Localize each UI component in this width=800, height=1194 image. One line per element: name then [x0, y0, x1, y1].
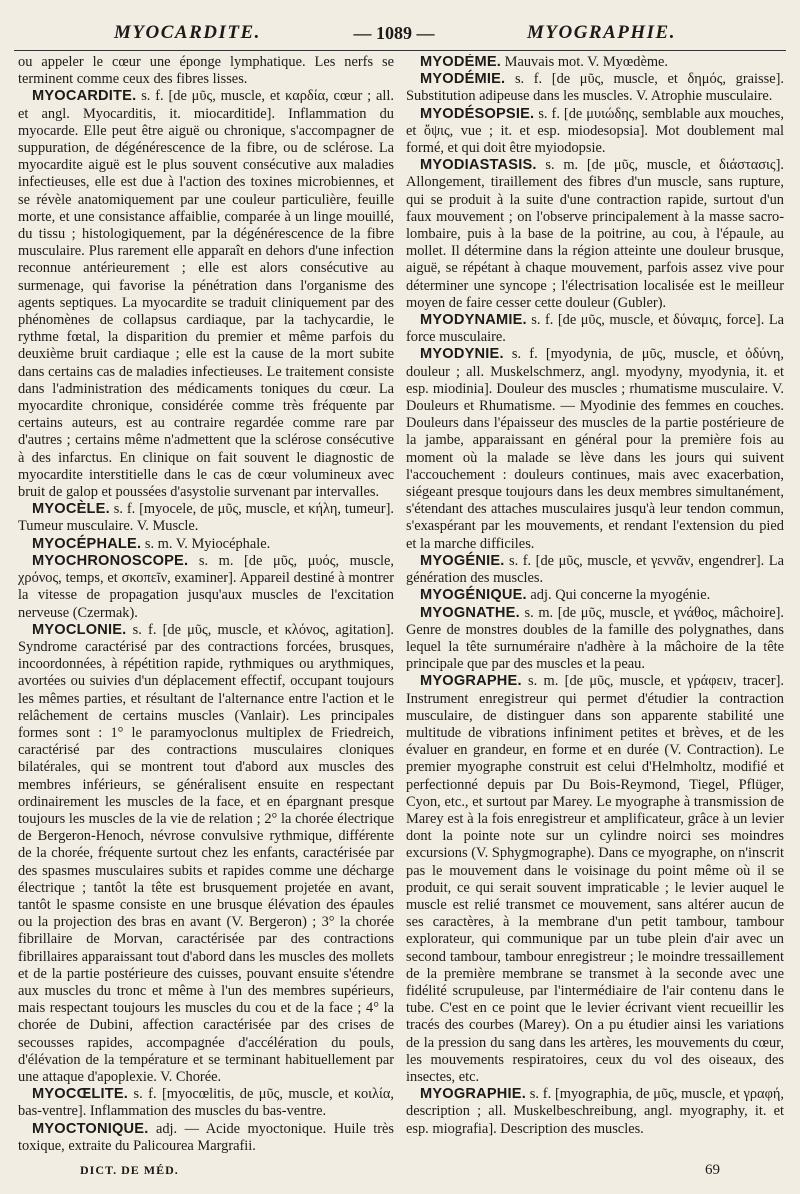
entry-definition: Mauvais mot. V. Myœdème.: [504, 54, 669, 70]
entry-definition: s. f. [de μῦς, muscle, et κλόνος, agitation]. Syndrome caractérisé par des contractions forcées, brusques, incoordonnées, à répétition rapide, rythmiques ou arythmiques, avortées ou suivies d'un déplacement effectif, occupant toujours les mêmes parties, et résultant de l'alternance entre l'action et le relâchement de certains muscles (Vanlair). Les principales formes sont : 1° le paramyoclonus multiplex de Friedreich, caractérisé par des contractions musculaires cloniques bilatérales, qui se montrent tout d'abord aux muscles des membres inférieurs, se généralisent ensuite en respectant ordinairement les muscles de la face, et en épargnant presque toujours les muscles de la vie de relation ; 2° la chorée électrique de Bergeron-Henoch, névrose convulsive rythmique, différente de la chorée, fréquente surtout chez les enfants, caractérisée par des spasmes musculaires subits et rapides comme une décharge électrique ; tantôt la tête est brusquement projetée en avant, tantôt le spasme consiste en une brusque élévation des épaules ou la projection des bras en avant (V. Bergeron) ; 3° la chorée fibrillaire de Morvan, caractérisée par des contractions fibrillaires apparaissant tout d'abord dans les muscles des mollets et de la partie postérieure des cuisses, pouvant ensuite s'étendre aux muscles du tronc et même à l'un des membres supérieurs, mais respectant toujours les muscles du cou et de la face ; 4° la chorée de Dubini, affection caractérisée par des crises de secousses rapides, accompagnée d'accélération du pouls, d'élévation de la température et se terminant habituellement par une attaque d'apoplexie. V. Chorée.: [18, 621, 394, 1085]
entry-headword: MYOGNATHE.: [420, 604, 520, 621]
dictionary-entry: [18, 54, 394, 88]
entry-definition: s. f. [de μῦς, muscle, et δύναμις, force]. La force musculaire.: [406, 312, 784, 346]
entry-headword: MYOGÉNIQUE.: [420, 587, 527, 604]
dictionary-entry: [406, 346, 784, 552]
dictionary-entry: [18, 1086, 394, 1120]
dictionary-entry: [406, 54, 784, 71]
entry-definition: s. f. [myocœlitis, de μῦς, muscle, et κοιλία, bas-ventre]. Inflammation des muscles du bas-ventre.: [18, 1086, 394, 1120]
entry-headword: MYOCHRONOSCOPE.: [32, 552, 189, 569]
entry-definition: adj. — Acide myoctonique. Huile très toxique, extraite du Palicourea Margrafii.: [18, 1120, 394, 1154]
entry-definition: s. f. [de μῦς, muscle, et γεννᾶν, engendrer]. La génération des muscles.: [406, 552, 784, 587]
dictionary-entry: [18, 553, 394, 622]
header-right-word: MYOGRAPHIE.: [526, 22, 676, 43]
entry-headword: MYOGRAPHIE.: [420, 1086, 526, 1103]
entry-definition: s. f. [myographia, de μῦς, muscle, et γραφή, description ; all. Muskelbeschreibung, angl. myography, it. et esp. miografia]. Description des muscles.: [406, 1086, 784, 1137]
entry-definition: s. f. [myodynia, de μῦς, muscle, et ὀδύνη, douleur ; all. Muskelschmerz, angl. myodyny, myodynia, it. et esp. miodinia]. Douleur des muscles ; rhumatisme musculaire. V. Douleurs et Rhumatisme. — Myodinie des femmes en couches. Douleurs dans l'épaisseur des muscles de la partie postérieure de la jambe, apparaissant en général pour la première fois au moment où la malade se lève dans les jours qui suivent l'accouchement : douleurs continues, mais avec exacerbation, siégeant presque toujours dans les deux membres simultanément, s'étendant des attaches musculaires jusqu'à leur tendon commun, s'exaspérant par les mouvements, et rendant l'extension du pied et la marche difficiles.: [406, 346, 784, 552]
dictionary-entry: [406, 673, 784, 1086]
entry-definition: s. m. [de μῦς, muscle, et γνάθος, mâchoire]. Genre de monstres doubles de la famille des polygnathes, dans lequel la tête surnuméraire n'adhère à la mâchoire de la tête principale que par des muscles et la peau.: [406, 604, 784, 673]
dictionary-entry: [406, 587, 784, 604]
entry-headword: MYOGÉNIE.: [420, 552, 505, 569]
dictionary-entry: [406, 605, 784, 674]
entry-definition: s. m. V. Myiocéphale.: [144, 535, 271, 552]
dictionary-entry: [18, 536, 394, 553]
entry-headword: MYOCLONIE.: [32, 621, 127, 638]
dictionary-entry: [406, 1086, 784, 1138]
entry-definition: s. f. [de μῦς, muscle, et δημός, graisse]. Substitution adipeuse dans les muscles. V. Atrophie musculaire.: [406, 71, 784, 105]
footer-right: 69: [705, 1161, 720, 1178]
entry-definition: s. f. [de μῦς, muscle, et καρδία, cœur ; all. et angl. Myocarditis, it. miocarditide]. Inflammation du myocarde. Elle peut être aiguë ou chronique, s'accompagner de suppuration, de dégénérescence de la fibre, ou de sclérose. La myocardite aiguë est le plus souvent consécutive aux maladies infectieuses, elle est due à l'action des toxines microbiennes, et se révèle anatomiquement par une couleur particulière, feuille morte, et une consistance affaiblie, comparée à un linge mouillé, du tissu ; histologiquement, par la dégénérescence de la fibre musculaire. Plus rarement elle apparaît en dehors d'une infection reconnue antérieurement ; elle est alors consécutive au surmenage, qui favorise la pénétration dans l'organisme des agents septiques. La myocardite se traduit cliniquement par des phénomènes de collapsus cardiaque, par la tachycardie, le rythme fœtal, la disparition du premier et même parfois du deuxième bruit cardiaque ; elle est la cause de la mort subite dans certains cas de maladies infectieuses. Le traitement consiste dans l'administration des médicaments toniques du cœur. La myocardite chronique, considérée comme très fréquente par certains auteurs, est au contraire regardée comme rare par d'autres ; certains même n'admettent que la sclérose consécutive à des infarctus. En clinique on fait souvent le diagnostic de myocardite interstitielle dans le cas de cœur volumineux avec bruit de galop et poussées d'asystolie survenant par intervalles.: [18, 88, 394, 501]
entry-definition: s. f. [myocele, de μῦς, muscle, et κήλη, tumeur]. Tumeur musculaire. V. Muscle.: [18, 501, 394, 535]
entry-headword: MYODYNIE.: [420, 346, 504, 363]
dictionary-entry: [406, 106, 784, 158]
right-column: [406, 54, 784, 1156]
entry-definition: s. m. [de μῦς, μυός, muscle, χρόνος, temps, et σκοπεῖν, examiner]. Appareil destiné à montrer la vitesse de propagation jusqu'aux muscles de l'excitation nerveuse (Czermak).: [18, 552, 394, 621]
entry-definition: ou appeler le cœur une éponge lymphatique. Les nerfs se terminent comme ceux des fibres lisses.: [18, 54, 394, 88]
dictionary-entry: [406, 312, 784, 346]
entry-headword: MYOCÈLE.: [32, 501, 110, 518]
entry-headword: MYOCŒLITE.: [32, 1086, 129, 1103]
entry-headword: MYODÉSOPSIE.: [420, 105, 535, 122]
running-header: [14, 16, 786, 51]
entry-headword: MYOCTONIQUE.: [32, 1120, 149, 1137]
entry-definition: s. m. [de μῦς, muscle, et γράφειν, tracer]. Instrument enregistreur qui permet d'étudier la contraction musculaire, de distinguer dans son apparente stabilité une multitude de vibrations infiniment petites et brèves, et de les évaluer en grandeur, en forme et en durée (V. Contraction). Le premier myographe construit est celui d'Helmholtz, modifié et perfectionné depuis par Du Bois-Reymond, Tiegel, Pflüger, Cyon, etc., et surtout par Marey. Le myographe à transmission de Marey est à la fois enregistreur et amplificateur, grâce à un levier dont la pointe note sur un cylindre noirci ses moindres excursions (V. Sphygmographe). Dans ce myographe, on n'inscrit pas le mouvement dans le voisinage du point même où il se produit, ce qui serait souvent impraticable ; le levier auquel le muscle est relié transmet ce mouvement, sans altérer aucun de ses caractères, à la membrane d'un petit tambour, tambour explorateur, qui communique par un tube plein d'air avec un second tambour, tambour enregistreur ; le moindre tressaillement de la première membrane se transmet à la seconde avec une fidélité scrupuleuse, par l'intermédiaire de l'air contenu dans le tube. C'est en ce point que le levier écrivant vient recueillir les tracés des courbes (Marey). On a pu étudier ainsi les variations de la pression du sang dans les artères, les mouvements du cœur, les mouvements respiratoires, ceux du vol des oiseaux, des insectes, etc.: [406, 673, 784, 1085]
dictionary-entry: [406, 553, 784, 587]
left-column: [18, 54, 394, 1156]
entry-headword: MYOCÉPHALE.: [32, 535, 142, 552]
entry-definition: adj. Qui concerne la myogénie.: [530, 587, 711, 604]
dictionary-entry: [18, 1121, 394, 1155]
entry-headword: MYODIASTASIS.: [420, 157, 537, 174]
dictionary-entry: [18, 88, 394, 501]
dictionary-entry: [406, 157, 784, 312]
header-left-word: MYOCARDITE.: [114, 22, 261, 43]
dictionary-entry: [406, 71, 784, 105]
dictionary-entry: [18, 622, 394, 1086]
entry-definition: s. m. [de μῦς, muscle, et διάστασις]. Allongement, tiraillement des fibres d'un muscle, sans rupture, qui se produit à la suite d'une contraction rapide, surtout d'un faux mouvement ; on l'observe principalement à la masse sacro-lombaire, puis à la base de la poitrine, au cou, à l'épaule, au mollet. Il détermine dans la région atteinte une douleur brusque, aiguë, se répétant à chaque mouvement, parfois assez vive pour déterminer une syncope ; l'électrisation localisée est le meilleur moyen de faire cesser cette douleur (Gubler).: [406, 157, 784, 311]
entry-headword: MYOGRAPHE.: [420, 673, 522, 690]
page-number: — 1089 —: [353, 22, 435, 43]
entry-headword: MYODÉMIE.: [420, 71, 506, 88]
dictionary-entry: [18, 501, 394, 535]
entry-headword: MYODYNAMIE.: [420, 312, 527, 329]
entry-headword: MYOCARDITE.: [32, 88, 137, 105]
page-footer: [80, 1160, 720, 1180]
entry-headword: MYODÈME.: [420, 54, 502, 70]
entry-definition: s. f. [de μυιώδης, semblable aux mouches, et ὄψις, vue ; it. et esp. miodesopsia]. Mot doublement mal formé, et qui doit être myiodopsie.: [406, 105, 784, 157]
footer-left: DICT. DE MÉD.: [80, 1162, 179, 1177]
